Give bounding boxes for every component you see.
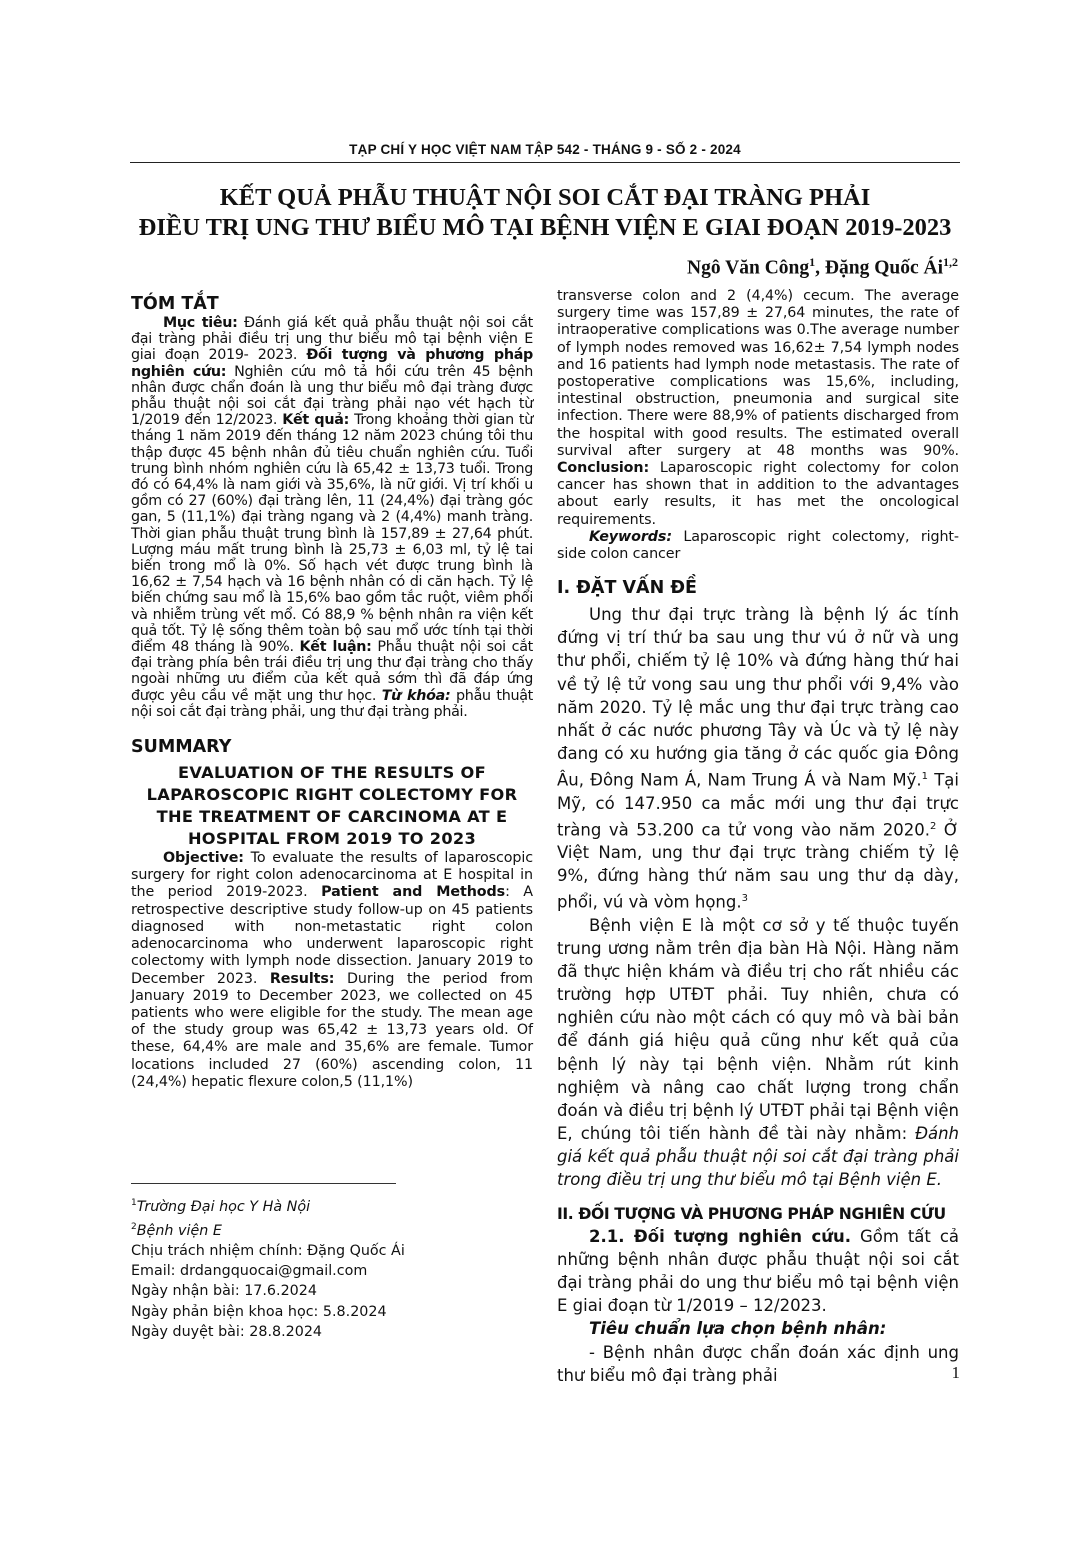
conclusion-label: Kết luận:	[299, 639, 372, 656]
article-title	[100, 183, 990, 243]
section-1-heading: I. ĐẶT VẤN ĐỀ	[557, 578, 697, 599]
en-methods-text: : A retrospective descriptive study follow-up on 45 patients diagnosed with non-metastatic right colon adenocarcinoma who underwent laparoscopic right colectomy with lymph node dissection. January 2019 to December 2023.	[131, 884, 533, 987]
citation-2: 2	[930, 820, 937, 832]
footnote-2-text: Bệnh viện E	[136, 1222, 222, 1239]
en-methods-label: Patient and Methods	[321, 884, 506, 901]
right-column	[557, 288, 959, 1387]
en-keywords-text: Laparoscopic right colectomy, right-side colon cancer	[557, 528, 959, 563]
en-conclusion-label: Conclusion:	[557, 460, 650, 477]
results-text: Trong khoảng thời gian từ tháng 1 năm 2019 đến tháng 12 năm 2023 chúng tôi thu thập được 45 bệnh nhân đủ tiêu chuẩn nghiên cứu. Tuổi trung bình nhóm nghiên cứu là 65,42 ± 13,73 tuổi. Trong đó có 64,4% là nam giới và 35,6%, là nữ giới. Vị trí khối u gồm có 27 (60%) đại tràng lên, 11 (24,4%) đại tràng góc gan, 5 (11,1%) đại tràng ngang và 2 (4,4%) manh tràng. Thời gian phẫu thuật trung bình là 157,89 ± 27,64 phút. Lượng máu mất trung bình là 25,73 ± 6,03 ml, tỷ lệ tai biến trong mổ là 0%. Số hạch vét được trung bình là 16,62 ± 7,54 hạch và 16 bệnh nhân có di căn hạch. Tỷ lệ biến chứng sau mổ là 15,6% bao gồm tắc ruột, viêm phổi và nhiễm trùng vết mổ. Có 88,9 % bệnh nhân ra viện kết quả tốt. Tỷ lệ sống thêm toàn bộ sau mổ ước tính tại thời điểm 48 tháng là 90%.	[131, 412, 533, 656]
header-rule	[130, 162, 960, 163]
objective-text: Đánh giá kết quả phẫu thuật nội soi cắt đại tràng phải điều trị ung thư biểu mô tại bệnh viện E giai đoạn 2019- 2023.	[131, 315, 533, 364]
en-conclusion-text: Laparoscopic right colectomy for colon cancer has shown that in addition to the advantages about early results, it has met the oncological requirements.	[557, 460, 959, 528]
methods-label: Đối tượng và phương pháp nghiên cứu:	[131, 347, 533, 380]
keywords-label: Từ khóa:	[381, 687, 451, 704]
responsible-author: Chịu trách nhiệm chính: Đặng Quốc Ái	[131, 1242, 405, 1259]
footnote-rule	[131, 1183, 396, 1184]
author-separator: ,	[815, 257, 825, 279]
date-received: Ngày nhận bài: 17.6.2024	[131, 1283, 317, 1300]
footnote-affiliation-2	[131, 1217, 533, 1241]
section-2-1-text: Gồm tất cả những bệnh nhân được phẫu thuật nội soi cắt đại tràng phải do ung thư biểu mô tại bệnh viện E giai đoạn từ 1/2019 – 12/2023.	[557, 1227, 959, 1316]
left-column	[131, 293, 533, 1091]
objective-label: Mục tiêu:	[163, 315, 238, 331]
en-results-label: Results:	[269, 970, 335, 987]
section-1-paragraph-2	[557, 914, 959, 1191]
en-keywords	[557, 529, 959, 563]
footnote-1-text: Trường Đại học Y Hà Nội	[136, 1198, 311, 1215]
author-email: Email: drdangquocai@gmail.com	[131, 1263, 368, 1280]
section-2-1-paragraph	[557, 1225, 959, 1317]
page-number: 1	[951, 1363, 960, 1382]
s1-p1-part-a: Ung thư đại trực tràng là bệnh lý ác tính đứng vị trí thứ ba sau ung thư vú ở nữ và ung thư phổi, chiếm tỷ lệ 10% và đứng hàng thứ hai về tỷ lệ tử vong sau ung thư phổi với 9,4% vào năm 2020. Tỷ lệ mắc ung thư đại trực tràng cao nhất ở các nước phương Tây và Úc và tỷ lệ này đang có xu hướng gia tăng ở các quốc gia Đông Âu, Đông Nam Á, Nam Trung Á và Nam Mỹ.	[557, 605, 959, 790]
results-label: Kết quả:	[282, 412, 350, 429]
date-reviewed: Ngày phản biện khoa học: 5.8.2024	[131, 1303, 387, 1320]
criteria-heading-text: Tiêu chuẩn lựa chọn bệnh nhân:	[589, 1319, 887, 1339]
author-list	[500, 255, 958, 280]
conclusion-text: Phẫu thuật nội soi cắt đại tràng phía bên trái điều trị ung thư đại tràng cho thấy ngoài những ưu điểm của kết quả sớm thì đã đáp ứng được yêu cầu về mặt ung thư học.	[131, 639, 533, 704]
footnotes	[131, 1193, 533, 1342]
en-objective-label: Objective:	[163, 850, 244, 867]
criteria-item: - Bệnh nhân được chẩn đoán xác định ung thư biểu mô đại tràng phải	[557, 1342, 959, 1385]
en-results-text-part2: transverse colon and 2 (4,4%) cecum. The average surgery time was 157,89 ± 27,64 minutes, the rate of intraoperative complications was 0.The average number of lymph nodes removed was 16,62± 7,54 lymph nodes and 16 patients had lymph node metastasis. The rate of postoperative complications was 15,6%, including, intestinal obstruction, pneumonia and surgical site infection. There were 88,9% of patients discharged from the hospital with good results. The estimated overall survival after surgery at 48 months was 90%.	[557, 288, 959, 459]
title-line-2: ĐIỀU TRỊ UNG THƯ BIỂU MÔ TẠI BỆNH VIỆN E GIAI ĐOẠN 2019-2023	[138, 214, 952, 241]
date-accepted: Ngày duyệt bài: 28.8.2024	[131, 1323, 323, 1340]
author-1: Ngô Văn Công	[687, 257, 810, 279]
journal-header: TẠP CHÍ Y HỌC VIỆT NAM TẬP 542 - THÁNG 9 - SỐ 2 - 2024	[349, 142, 741, 157]
summary-title: EVALUATION OF THE RESULTS OF LAPAROSCOPIC RIGHT COLECTOMY FOR THE TREATMENT OF CARCINOMA AT E HOSPITAL FROM 2019 TO 2023	[146, 763, 518, 849]
s1-p2-text: Bệnh viện E là một cơ sở y tế thuộc tuyến trung ương nằm trên địa bàn Hà Nội. Hàng năm đã thực hiện khám và điều trị cho rất nhiều các trường hợp UTĐT phải. Tuy nhiên, chưa có nghiên cứu nào một cách có quy mô và bài bản để đánh giá hiệu quả cũng như kết quả của bệnh lý này tại bệnh viện. Nhằm rút kinh nghiệm và nâng cao chất lượng trong chẩn đoán và điều trị bệnh lý UTĐT phải tại Bệnh viện E, chúng tôi tiến hành đề tài này nhằm:	[557, 915, 960, 1143]
abstract-en-body-left	[131, 850, 533, 1091]
s1-p1-part-c: Ở Việt Nam, ung thư đại trực tràng chiếm tỷ lệ 9%, đứng hàng thứ năm sau ung thư dạ dày, phổi, vú và vòm họng.	[557, 820, 960, 912]
abstract-vn-heading: TÓM TẮT	[131, 294, 219, 314]
section-2-heading: II. ĐỐI TƯỢNG VÀ PHƯƠNG PHÁP NGHIÊN CỨU	[557, 1205, 946, 1224]
section-2-1-label: 2.1. Đối tượng nghiên cứu.	[589, 1227, 852, 1247]
citation-1: 1	[921, 770, 929, 782]
author-2: Đặng Quốc Ái	[824, 257, 943, 279]
abstract-vn-body	[131, 315, 533, 720]
criteria-heading	[557, 1317, 959, 1340]
s1-p2-aim: Đánh giá kết quả phẫu thuật nội soi cắt đại tràng phải trong điều trị ung thư biểu mô tại Bệnh viện E.	[557, 1123, 959, 1189]
summary-heading: SUMMARY	[131, 737, 232, 758]
footnote-2-mark: 2	[131, 1221, 137, 1232]
en-keywords-label: Keywords:	[589, 528, 672, 545]
abstract-en-body-right	[557, 288, 959, 529]
methods-text: Nghiên cứu mô tả hồi cứu trên 45 bệnh nhân được chẩn đoán là ung thư biểu mô đại tràng được phẫu thuật nội soi cắt đại tràng phải nạo vét hạch từ 1/2019 đến 12/2023.	[131, 363, 533, 429]
author-1-affiliation: 1	[809, 255, 816, 269]
s1-p1-part-b: Tại Mỹ, có 147.950 ca mắc mới ung thư đại trực tràng và 53.200 ca tử vong vào năm 2020.	[557, 770, 959, 840]
en-results-text-part1: During the period from January 2019 to December 2023, we collected on 45 patients who were eligible for the study. The mean age of the study group was 65,42 ± 13,73 years old. Of these, 64,4% are male and 35,6% are female. Tumor locations included 27 (60%) ascending colon, 11 (24,4%) hepatic flexure colon,5 (11,1%)	[131, 970, 533, 1090]
footnote-1-mark: 1	[131, 1198, 137, 1208]
footnote-affiliation-1	[131, 1193, 533, 1217]
author-2-affiliation: 1,2	[943, 255, 958, 269]
section-1-paragraph-1	[557, 603, 959, 914]
keywords-text: phẫu thuật nội soi cắt đại tràng phải, ung thư đại tràng phải.	[131, 687, 533, 720]
en-objective-text: To evaluate the results of laparoscopic surgery for right colon adenocarcinoma at E hospital in the period 2019-2023.	[131, 850, 533, 901]
title-line-1: KẾT QUẢ PHẪU THUẬT NỘI SOI CẮT ĐẠI TRÀNG PHẢI	[219, 184, 871, 211]
citation-3: 3	[741, 893, 748, 905]
